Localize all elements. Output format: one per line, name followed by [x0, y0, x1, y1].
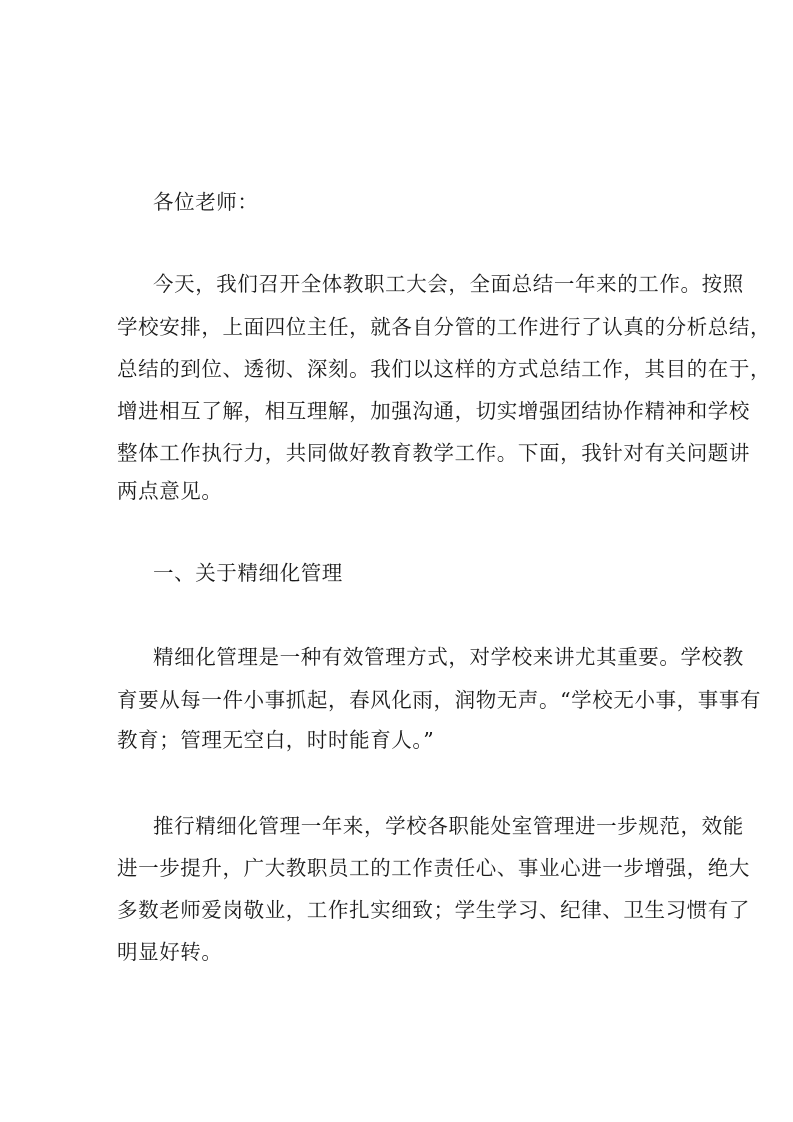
salutation: 各位老师：: [153, 190, 259, 214]
paragraph-line: 进一步提升，广大教职员工的工作责任心、事业心进一步增强，绝大: [117, 856, 750, 880]
paragraph-line: 明显好转。: [117, 940, 223, 964]
paragraph-line: 教育；管理无空白，时时能育人。”: [117, 728, 435, 752]
paragraph-line: 整体工作执行力，共同做好教育教学工作。下面，我针对有关问题讲: [117, 441, 750, 465]
paragraph-line: 总结的到位、透彻、深刻。我们以这样的方式总结工作，其目的在于，: [117, 357, 772, 381]
paragraph-line: 增进相互了解，相互理解，加强沟通，切实增强团结协作精神和学校: [117, 399, 750, 423]
paragraph-line: 学校安排，上面四位主任，就各自分管的工作进行了认真的分析总结，: [117, 315, 772, 339]
paragraph-line: 多数老师爱岗敬业，工作扎实细致；学生学习、纪律、卫生习惯有了: [117, 898, 750, 922]
paragraph-line: 推行精细化管理一年来，学校各职能处室管理进一步规范，效能: [153, 814, 744, 838]
section-heading: 一、关于精细化管理: [153, 561, 343, 585]
paragraph-line: 精细化管理是一种有效管理方式，对学校来讲尤其重要。学校教: [153, 645, 744, 669]
paragraph-line: 两点意见。: [117, 479, 223, 503]
paragraph-line: 今天，我们召开全体教职工大会，全面总结一年来的工作。按照: [153, 272, 744, 296]
paragraph-line: 育要从每一件小事抓起，春风化雨，润物无声。“学校无小事，事事有: [117, 688, 762, 712]
